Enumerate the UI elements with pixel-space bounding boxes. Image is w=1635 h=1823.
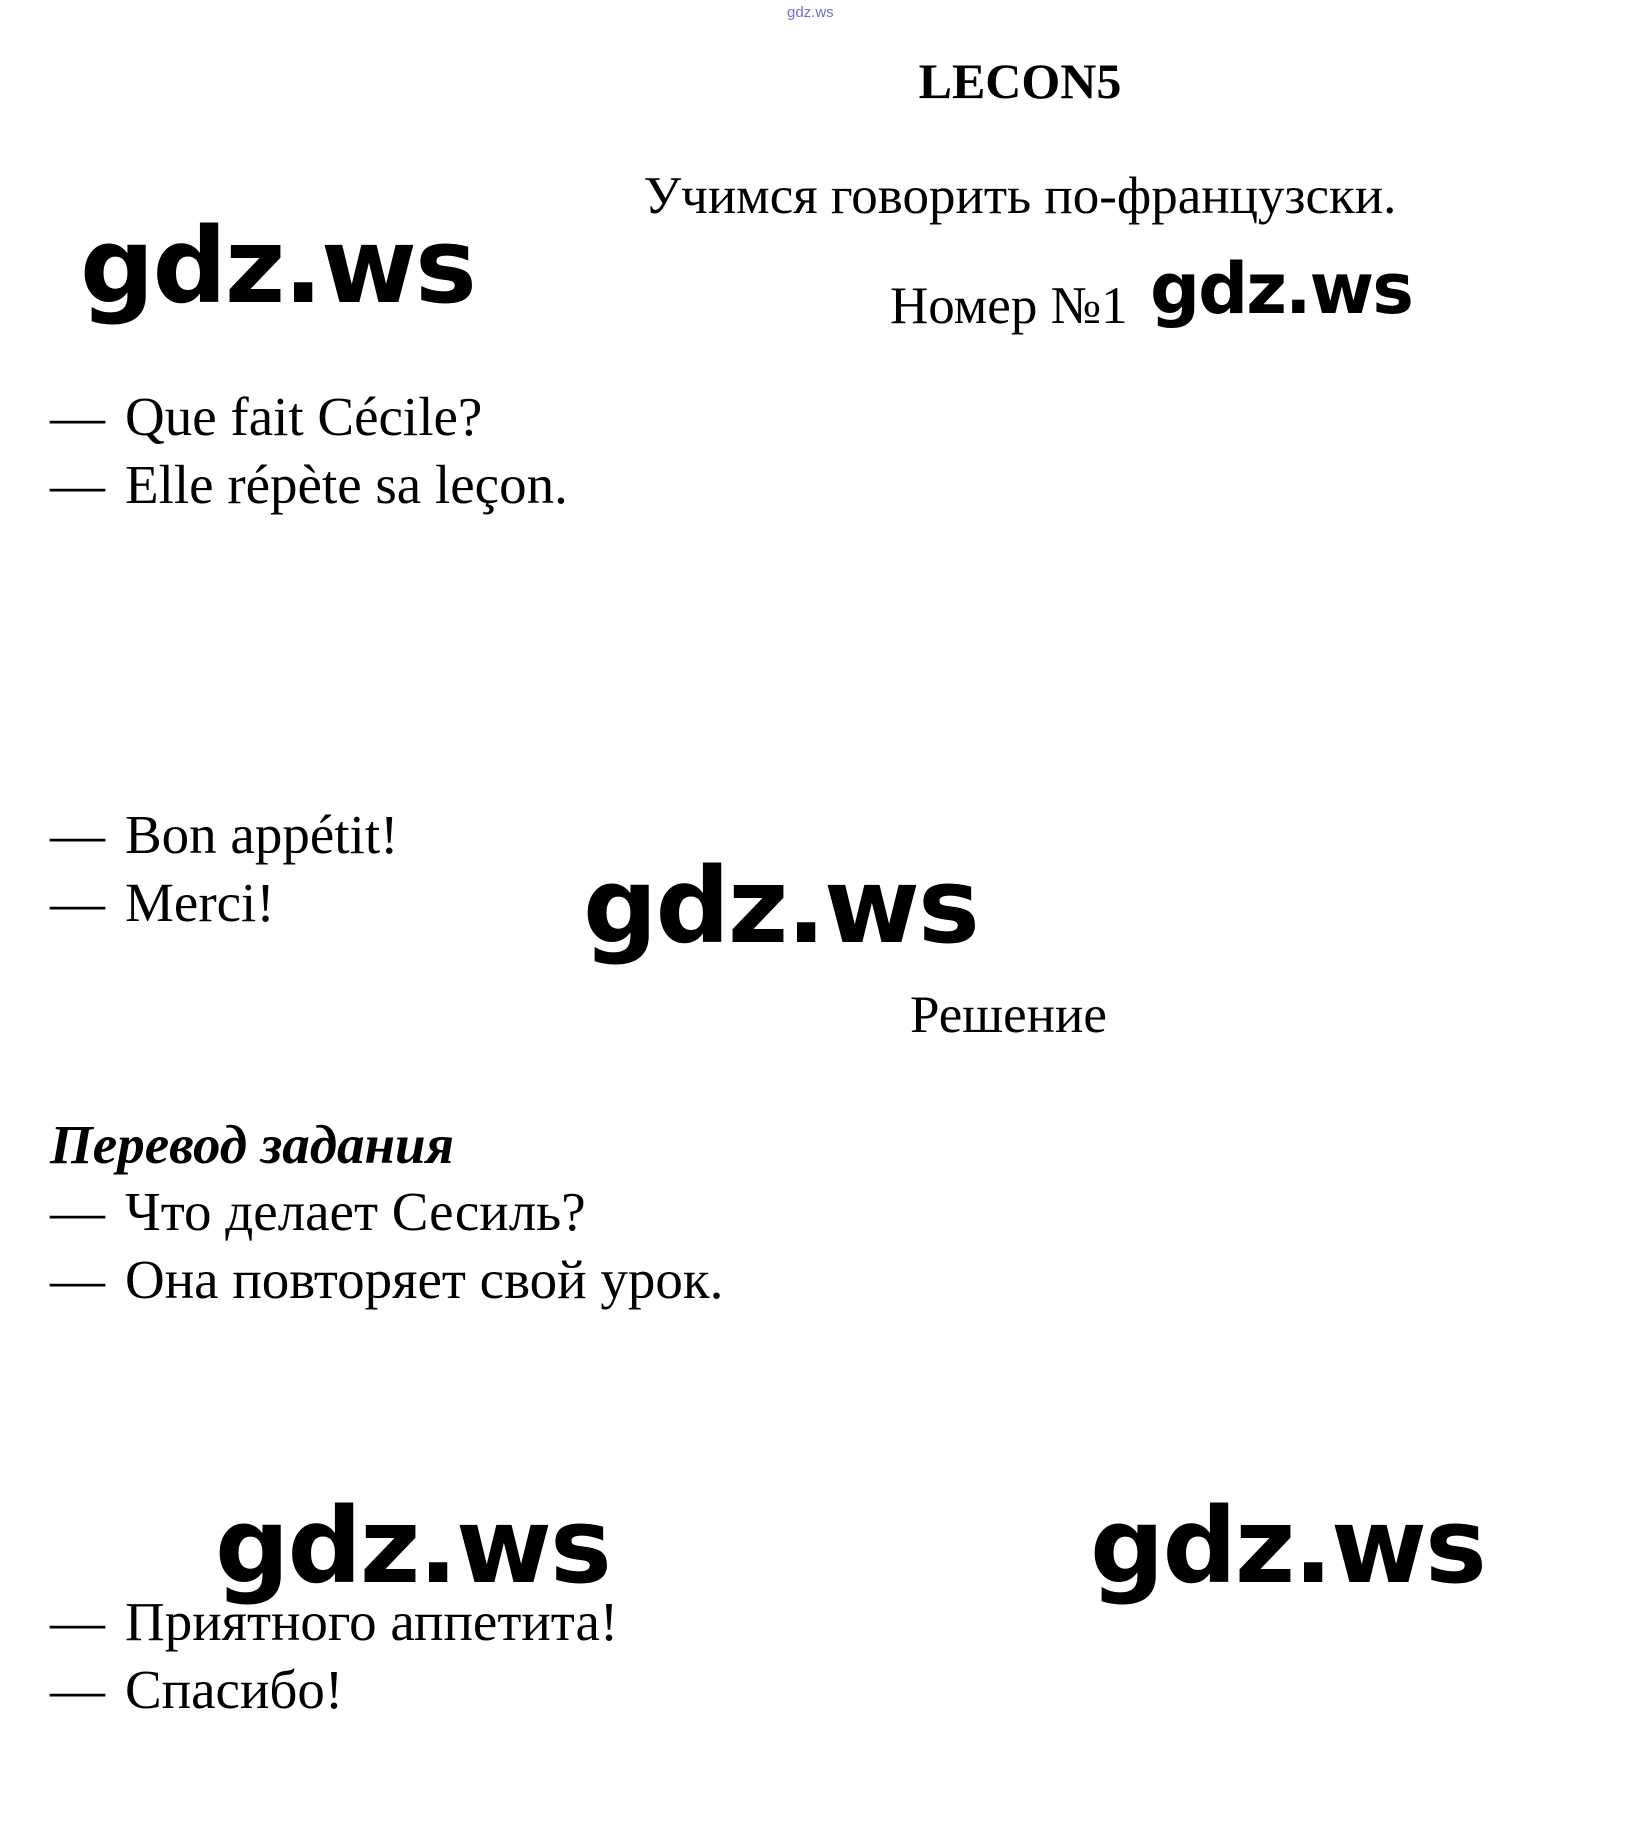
watermark: gdz.ws	[1090, 1485, 1485, 1607]
dialogue-line-ru	[50, 1248, 723, 1311]
watermark: gdz.ws	[1150, 248, 1412, 330]
dialogue-line-ru	[50, 1180, 586, 1243]
dialogue-dash: —	[50, 1659, 105, 1720]
dialogue-line-fr	[50, 803, 398, 866]
watermark: gdz.ws	[80, 205, 475, 327]
watermark: gdz.ws	[583, 845, 978, 967]
solution-label: Решение	[910, 986, 1107, 1044]
dialogue-line-ru	[50, 1658, 343, 1721]
dialogue-text: Что делает Сесиль?	[125, 1181, 586, 1242]
dialogue-dash: —	[50, 1181, 105, 1242]
dialogue-dash: —	[50, 1591, 105, 1652]
dialogue-dash: —	[50, 454, 105, 515]
dialogue-dash: —	[50, 1249, 105, 1310]
translation-heading: Перевод задания	[50, 1114, 454, 1175]
watermark: gdz.ws	[215, 1485, 610, 1607]
exercise-number: Номер №1	[890, 277, 1128, 335]
dialogue-text: Она повторяет свой урок.	[125, 1249, 724, 1310]
dialogue-text: Merci!	[125, 872, 275, 933]
dialogue-text: Que fait Cécile?	[125, 386, 483, 447]
dialogue-text: Elle répète sa leçon.	[125, 454, 568, 515]
dialogue-dash: —	[50, 872, 105, 933]
dialogue-dash: —	[50, 386, 105, 447]
dialogue-dash: —	[50, 804, 105, 865]
dialogue-text: Спасибо!	[125, 1659, 344, 1720]
dialogue-text: Приятного аппетита!	[125, 1591, 619, 1652]
dialogue-line-ru	[50, 1590, 618, 1653]
lesson-subtitle: Учимся говорить по-французски.	[643, 167, 1397, 225]
dialogue-line-fr	[50, 385, 482, 448]
dialogue-text: Bon appétit!	[125, 804, 399, 865]
top-watermark-text: gdz.ws	[787, 4, 834, 21]
dialogue-line-fr	[50, 871, 275, 934]
dialogue-line-fr	[50, 453, 568, 516]
lesson-title: LECON5	[918, 53, 1122, 109]
